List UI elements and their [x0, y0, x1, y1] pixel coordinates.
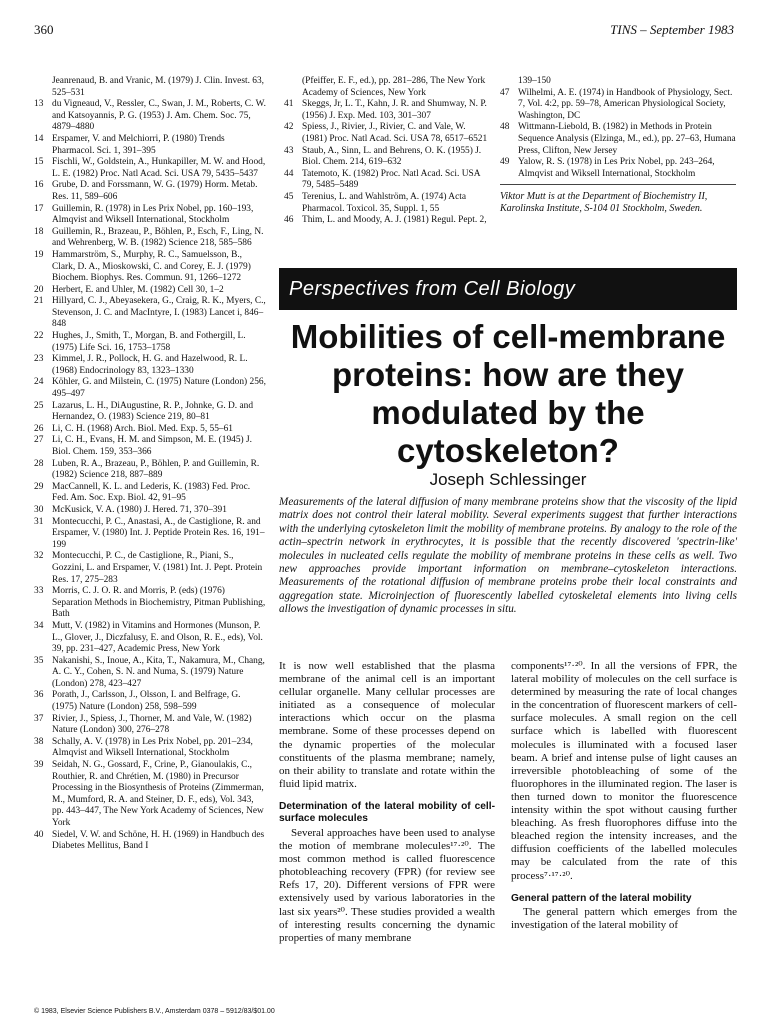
- reference-text: Herbert, E. and Uhler, M. (1982) Cell 30, 1–2: [52, 284, 224, 295]
- reference-number: 13: [34, 99, 44, 110]
- reference-item: [34, 227, 266, 250]
- reference-text: Köhler, G. and Milstein, C. (1975) Nature (London) 256, 495–497: [52, 377, 266, 400]
- reference-item: [34, 354, 266, 377]
- reference-number: 39: [34, 760, 44, 771]
- reference-number: 40: [34, 829, 44, 840]
- references-column-2: [284, 76, 492, 227]
- reference-text: Jeanrenaud, B. and Vranic, M. (1979) J. Clin. Invest. 63, 525–531: [52, 76, 264, 98]
- reference-item: [34, 157, 266, 180]
- reference-item: [34, 401, 266, 424]
- reference-number: 41: [284, 99, 294, 110]
- reference-text: Hillyard, C. J., Abeyasekera, G., Craig, R. K., Myers, C., Stevenson, J. C. and MacIntyre, I. (1983) Lancet i, 846–848: [52, 296, 266, 330]
- reference-item: [284, 169, 492, 192]
- reference-item: [34, 551, 266, 586]
- body-column-1: [279, 660, 495, 945]
- reference-text: du Vigneaud, V., Ressler, C., Swan, J. M., Roberts, C. W. and Katsoyannis, P. G. (1953) J. Am. Chem. Soc. 75, 4879–4880: [52, 99, 266, 133]
- reference-item: [34, 180, 266, 203]
- reference-text: McKusick, V. A. (1980) J. Hered. 71, 370–391: [52, 504, 227, 515]
- reference-text: Wilhelmi, A. E. (1974) in Handbook of Physiology, Sect. 7, Vol. 4:2, pp. 59–78, American Physiological Society, Washington, DC: [518, 87, 733, 121]
- reference-number: 17: [34, 203, 44, 214]
- reference-number: 35: [34, 655, 44, 666]
- reference-item: [34, 482, 266, 505]
- reference-text: Li, C. H. (1968) Arch. Biol. Med. Exp. 5, 55–61: [52, 423, 233, 434]
- reference-number: 14: [34, 133, 44, 144]
- reference-number: 31: [34, 516, 44, 527]
- reference-number: 20: [34, 284, 44, 295]
- reference-item: [34, 830, 266, 853]
- reference-text: Lazarus, L. H., DiAugustine, R. P., Johnke, G. D. and Hernandez, O. (1983) Science 219, 80–81: [52, 400, 254, 423]
- reference-number: 32: [34, 551, 44, 562]
- article-abstract: Measurements of the lateral diffusion of many membrane proteins show that the viscosity of the lipid matrix does not control their lateral mobility. Several experiments suggest that further interactions with the underlying cytoskeleton limit the mobility of membrane proteins. By analogy to the role of the actin–spectrin network in erythrocytes, it is possible that the recently discovered 'spectrin-like' molecules in nucleated cells regulate the mobility of membrane proteins in these cells as well. Two new approaches provide important information on membrane–cytoskeleton interactions. Measurements of the rotational diffusion of membrane proteins probe their local constraints and aggregation state. Microinjection of fluorescently labelled cytoskeletal elements into living cells allows the investigation of dynamic processes in situ.: [279, 496, 737, 616]
- reference-text: MacCannell, K. L. and Lederis, K. (1983) Fed. Proc. Fed. Am. Soc. Exp. Biol. 42, 91–95: [52, 481, 251, 504]
- reference-item: [34, 586, 266, 621]
- references-column-1: [34, 76, 266, 853]
- article-author: Joseph Schlessinger: [429, 470, 587, 489]
- reference-text: Erspamer, V. and Melchiorri, P. (1980) Trends Pharmacol. Sci. 1, 391–395: [52, 133, 225, 156]
- reference-item: [34, 505, 266, 517]
- reference-number: 22: [34, 331, 44, 342]
- reference-text: Tatemoto, K. (1982) Proc. Natl Acad. Sci. USA 79, 5485–5489: [302, 168, 480, 191]
- reference-text: Wittmann-Liebold, B. (1982) in Methods in Protein Sequence Analysis (Elzinga, M., ed.), pp. 27–63, Humana Press, Clifton, New Jersey: [518, 122, 736, 156]
- reference-item: [34, 517, 266, 552]
- reference-number: 46: [284, 215, 294, 226]
- reference-number: 45: [284, 191, 294, 202]
- reference-item: [34, 134, 266, 157]
- body-paragraph: It is now well established that the plasma membrane of the animal cell is an important cellular organelle. Many cellular processes are initiated as a consequence of molecular interactions which occur on the plasma membrane. Some of these processes depend on the dynamic properties of the molecular constituents of the plasma membrane; namely, on their ability to translate and rotate within the fluid lipid matrix.: [279, 660, 495, 790]
- reference-number: 16: [34, 180, 44, 191]
- reference-text: Thim, L. and Moody, A. J. (1981) Regul. Pept. 2,: [302, 215, 487, 226]
- reference-number: 28: [34, 458, 44, 469]
- reference-text: Guillemin, R., Brazeau, P., Böhlen, P., Esch, F., Ling, N. and Wehrenberg, W. B. (1982) Science 218, 585–586: [52, 226, 264, 249]
- reference-number: 30: [34, 504, 44, 515]
- reference-item: [284, 122, 492, 145]
- reference-item: [34, 250, 266, 285]
- reference-number: 47: [500, 87, 510, 98]
- reference-text: (Pfeiffer, E. F., ed.), pp. 281–286, The New York Academy of Sciences, New York: [302, 76, 486, 98]
- reference-text: Porath, J., Carlsson, J., Olsson, I. and Belfrage, G. (1975) Nature (London) 258, 598–599: [52, 690, 241, 713]
- reference-item: [284, 192, 492, 215]
- reference-item: [34, 690, 266, 713]
- reference-number: 27: [34, 435, 44, 446]
- reference-item: [34, 204, 266, 227]
- reference-number: 44: [284, 168, 294, 179]
- reference-number: 38: [34, 736, 44, 747]
- reference-item: [34, 737, 266, 760]
- reference-text: Hammarström, S., Murphy, R. C., Samuelsson, B., Clark, D. A., Mioskowski, C. and Corey, E. J. (1979) Biochem. Biophys. Res. Commun. 91, 1266–1272: [52, 249, 251, 284]
- reference-item: [34, 285, 266, 297]
- reference-number: 37: [34, 713, 44, 724]
- reference-item: [34, 424, 266, 436]
- reference-number: 36: [34, 690, 44, 701]
- reference-item: [500, 157, 736, 180]
- page-number: 360: [34, 22, 54, 37]
- reference-text: Li, C. H., Evans, H. M. and Simpson, M. E. (1945) J. Biol. Chem. 159, 353–366: [52, 435, 252, 457]
- reference-text: Staub, A., Sinn, L. and Behrens, O. K. (1955) J. Biol. Chem. 214, 619–632: [302, 145, 482, 168]
- reference-item: [34, 296, 266, 331]
- section-heading: General pattern of the lateral mobility: [511, 892, 692, 904]
- reference-text: Hughes, J., Smith, T., Morgan, B. and Fothergill, L. (1975) Life Sci. 16, 1753–1758: [52, 331, 246, 353]
- reference-number: 29: [34, 481, 44, 492]
- reference-item: [500, 88, 736, 123]
- reference-text: Guillemin, R. (1978) in Les Prix Nobel, pp. 160–193, Almqvist and Wiksell International, Stockholm: [52, 203, 254, 226]
- reference-item: [34, 76, 266, 99]
- reference-item: [34, 714, 266, 737]
- reference-text: Seidah, N. G., Gossard, F., Crine, P., Gianoulakis, C., Routhier, R. and Chrétien, M. (1980) in Precursor Processing in the Biosynthesis of Proteins (Zimmerman, M., Mumford, R. A. and Steiner, D. F., eds), Vol. 343, pp. 443–447, The New York Academy of Sciences, New York: [52, 760, 264, 828]
- body-paragraph: Several approaches have been used to analyse the motion of membrane molecules¹⁷·²⁰. The most common method is called fluorescence photobleaching recovery (FPR) (for review see Refs 17, 20). Different versions of FPR were extensively used by various laboratories in the last six years²⁰. These studies provided a wealth of interesting results concerning the dynamic properties of many membrane: [279, 826, 495, 944]
- reference-number: 15: [34, 157, 44, 168]
- copyright-footer: © 1983, Elsevier Science Publishers B.V., Amsterdam 0378 – 5912/83/$01.00: [34, 1008, 275, 1015]
- reference-text: Terenius, L. and Wahlström, A. (1974) Acta Pharmacol. Toxicol. 35, Suppl. 1, 55: [302, 191, 467, 214]
- reference-number: 49: [500, 157, 510, 168]
- reference-item: [284, 215, 492, 227]
- references-column-3: [500, 76, 736, 180]
- reference-item: [34, 377, 266, 400]
- reference-text: Grube, D. and Forssmann, W. G. (1979) Horm. Metab. Res. 11, 589–606: [52, 180, 258, 202]
- reference-item: [34, 435, 266, 458]
- reference-item: [34, 99, 266, 134]
- reference-text: Siedel, V. W. and Schöne, H. H. (1969) in Handbuch des Diabetes Mellitus, Band I: [52, 829, 265, 852]
- reference-text: Montecucchi, P. C., Anastasi, A., de Castiglione, R. and Erspamer, V. (1980) Int. J. Peptide Protein Res. 16, 191–199: [52, 516, 265, 550]
- reference-number: 48: [500, 122, 510, 133]
- reference-item: [284, 99, 492, 122]
- reference-number: 34: [34, 620, 44, 631]
- section-banner: Perspectives from Cell Biology: [279, 268, 737, 310]
- reference-number: 24: [34, 377, 44, 388]
- reference-text: Spiess, J., Rivier, J., Rivier, C. and Vale, W. (1981) Proc. Natl Acad. Sci. USA 78, 6517–6521: [302, 122, 488, 144]
- reference-item: [500, 122, 736, 157]
- reference-item: [34, 331, 266, 354]
- article-title: Mobilities of cell-membrane proteins: how are they modulated by the cytoskeleton?: [290, 318, 726, 469]
- reference-item: [284, 146, 492, 169]
- reference-text: Fischli, W., Goldstein, A., Hunkapiller, M. W. and Hood, L. E. (1982) Proc. Natl Acad. Sci. USA 79, 5435–5437: [52, 157, 266, 179]
- running-head: TINS – September 1983: [610, 22, 734, 37]
- reference-number: 26: [34, 423, 44, 434]
- reference-text: 139–150: [518, 76, 551, 86]
- reference-text: Schally, A. V. (1978) in Les Prix Nobel, pp. 201–234, Almqvist and Wiksell International, Stockholm: [52, 736, 253, 759]
- reference-item: [34, 656, 266, 691]
- author-affiliation: Viktor Mutt is at the Department of Biochemistry II, Karolinska Institute, S-104 01 Stockholm, Sweden.: [500, 184, 736, 215]
- reference-text: Rivier, J., Spiess, J., Thorner, M. and Vale, W. (1982) Nature (London) 300, 276–278: [52, 713, 252, 736]
- reference-number: 25: [34, 400, 44, 411]
- reference-number: 33: [34, 586, 44, 597]
- reference-text: Skeggs, Jr, L. T., Kahn, J. R. and Shumway, N. P. (1956) J. Exp. Med. 103, 301–307: [302, 99, 487, 121]
- body-paragraph: The general pattern which emerges from the investigation of the lateral mobility of: [511, 906, 737, 932]
- reference-text: Mutt, V. (1982) in Vitamins and Hormones (Munson, P. L., Glover, J., Diczfalusy, E. and Olson, R. E., eds), Vol. 39, pp. 231–427, Academic Press, New York: [52, 620, 263, 655]
- reference-number: 23: [34, 354, 44, 365]
- reference-number: 43: [284, 145, 294, 156]
- reference-item: [34, 459, 266, 482]
- body-column-2: [511, 660, 737, 932]
- reference-number: 18: [34, 226, 44, 237]
- reference-text: Yalow, R. S. (1978) in Les Prix Nobel, pp. 243–264, Almqvist and Wiksell International, Stockholm: [518, 157, 715, 179]
- reference-text: Morris, C. J. O. R. and Morris, P. (eds) (1976) Separation Methods in Biochemistry, Pitman Publishing, Bath: [52, 586, 266, 620]
- reference-item: [284, 76, 492, 99]
- body-paragraph: components¹⁷·²⁰. In all the versions of FPR, the lateral mobility of molecules on the cell surface is determined by measuring the rate of local changes in the concentration of fluorescent markers of cell-surface molecules. A small region on the cell surface which is labelled with fluorescent molecules is illuminated with a focused laser beam. A brief and intense pulse of light causes an irreversible photobleaching of some of the fluorophores in the illuminated region. The laser is then turned down to monitor the fluorescence intensity within the spot without causing further bleaching. As fresh fluorophores diffuse into the bleached region the intensity increases, and the diffusion coefficients of the labelled molecules may be calculated from the rate of this process⁷·¹⁷·²⁰.: [511, 660, 737, 882]
- section-heading: Determination of the lateral mobility of cell-surface molecules: [279, 800, 495, 825]
- reference-text: Montecucchi, P. C., de Castiglione, R., Piani, S., Gozzini, L. and Erspamer, V. (1981) Int. J. Pept. Protein Res. 17, 275–283: [52, 551, 263, 585]
- reference-number: 21: [34, 296, 44, 307]
- reference-number: 19: [34, 249, 44, 260]
- reference-number: 42: [284, 122, 294, 133]
- reference-item: [34, 621, 266, 656]
- reference-item: [500, 76, 736, 88]
- reference-text: Luben, R. A., Brazeau, P., Böhlen, P. and Guillemin, R. (1982) Science 218, 887–889: [52, 458, 260, 481]
- reference-text: Kimmel, J. R., Pollock, H. G. and Hazelwood, R. L. (1968) Endocrinology 83, 1323–1330: [52, 354, 248, 376]
- reference-text: Nakanishi, S., Inoue, A., Kita, T., Nakamura, M., Chang, A. C. Y., Cohen, S. N. and Numa, S. (1979) Nature (London) 278, 423–427: [52, 655, 265, 689]
- reference-item: [34, 760, 266, 830]
